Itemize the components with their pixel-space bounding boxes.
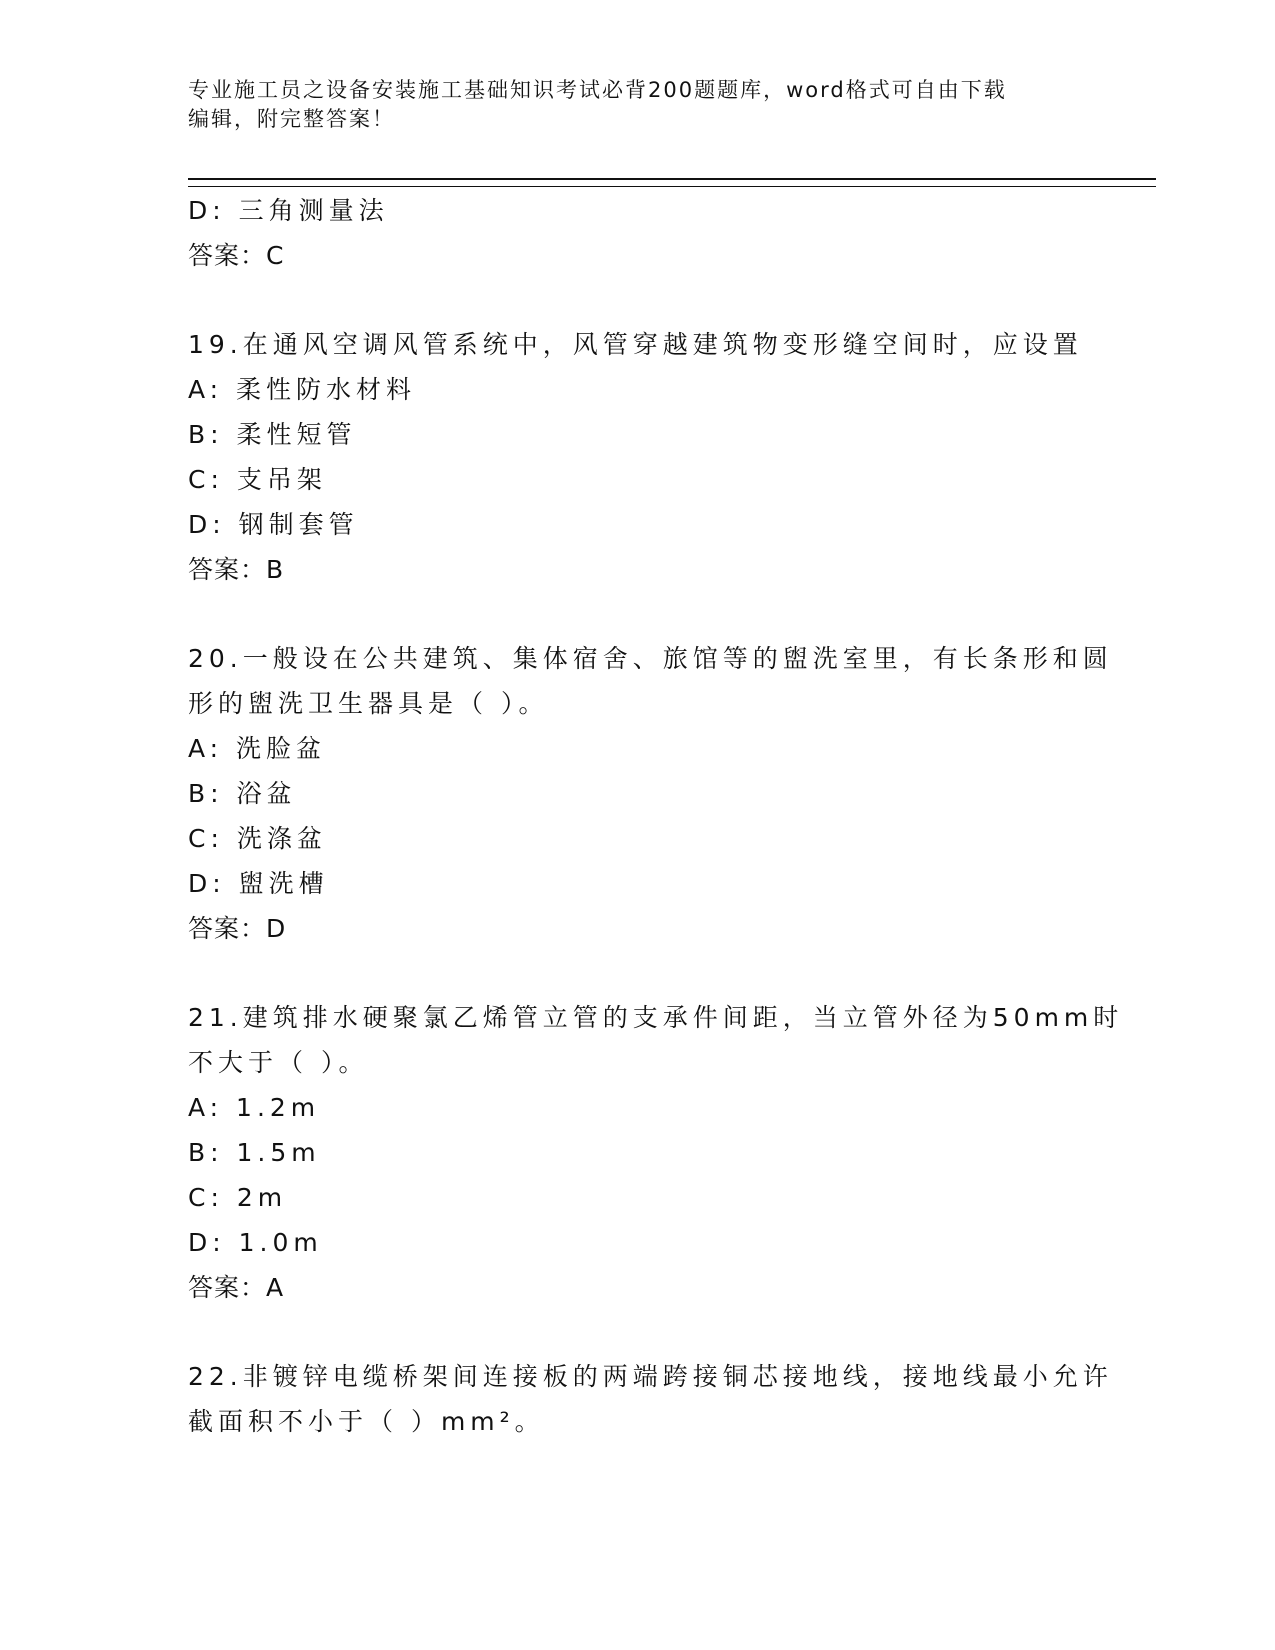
option-d: D: 1.0m (188, 1228, 323, 1257)
question-text-line-1: 20.一般设在公共建筑、集体宿舍、旅馆等的盥洗室里，有长条形和圆 (188, 644, 1113, 673)
header-line-1: 专业施工员之设备安装施工基础知识考试必背200题题库，word格式可自由下载 (188, 78, 1007, 102)
question-text: 19.在通风空调风管系统中，风管穿越建筑物变形缝空间时，应设置 (188, 330, 1083, 359)
option-c: C: 洗涤盆 (188, 824, 327, 853)
option-b: B: 柔性短管 (188, 420, 357, 449)
answer: 答案：D (188, 914, 287, 943)
option-a: A: 1.2m (188, 1093, 321, 1122)
question-text-line-1: 22.非镀锌电缆桥架间连接板的两端跨接铜芯接地线，接地线最小允许 (188, 1362, 1113, 1391)
answer: 答案：B (188, 555, 285, 584)
question-text-line-2: 截面积不小于（ ）mm²。 (188, 1407, 545, 1436)
document-header (188, 76, 1088, 134)
option-a: A: 柔性防水材料 (188, 375, 417, 404)
option-c: C: 2m (188, 1183, 288, 1212)
question-text-line-2: 形的盥洗卫生器具是（ ）。 (188, 689, 549, 718)
question-list (188, 188, 1124, 1444)
prev-answer: 答案：C (188, 241, 285, 270)
option-d: D: 钢制套管 (188, 510, 359, 539)
question-22 (188, 1354, 1113, 1444)
option-a: A: 洗脸盆 (188, 734, 327, 763)
prev-option-d: D: 三角测量法 (188, 196, 389, 225)
question-text-line-2: 不大于（ ）。 (188, 1048, 369, 1077)
question-19 (188, 322, 1088, 592)
header-divider (188, 178, 1156, 187)
answer: 答案：A (188, 1273, 285, 1302)
header-line-2: 编辑，附完整答案！ (188, 107, 395, 131)
option-c: C: 支吊架 (188, 465, 327, 494)
option-b: B: 1.5m (188, 1138, 321, 1167)
option-d: D: 盥洗槽 (188, 869, 329, 898)
question-text-line-1: 21.建筑排水硬聚氯乙烯管立管的支承件间距，当立管外径为50mm时 (188, 1003, 1124, 1032)
option-b: B: 浴盆 (188, 779, 297, 808)
question-21 (188, 995, 1124, 1310)
question-20 (188, 636, 1113, 951)
